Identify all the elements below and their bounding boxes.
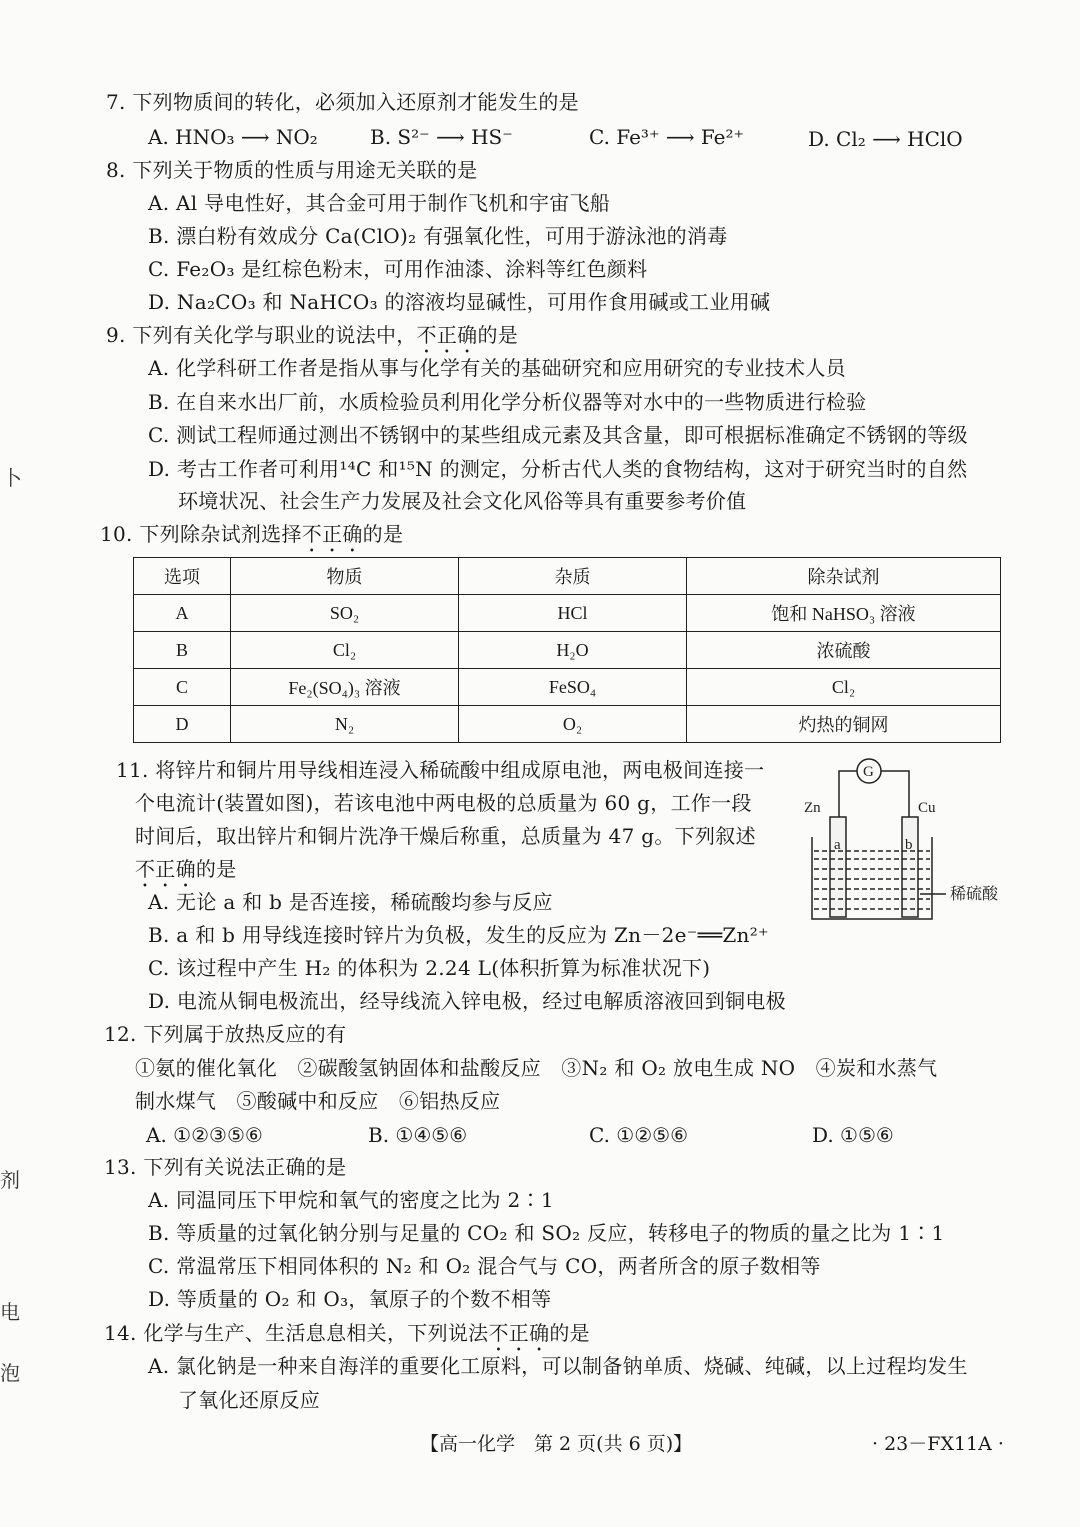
q8-option-c: C. Fe₂O₃ 是红棕色粉末，可用作油漆、涂料等红色颜料 <box>148 257 648 281</box>
q13-option-c: C. 常温常压下相同体积的 N₂ 和 O₂ 混合气与 CO，两者所含的原子数相等 <box>148 1254 821 1278</box>
solution-label: 稀硫酸 <box>950 886 999 903</box>
table-cell: 灼热的铜网 <box>687 706 1001 743</box>
q8-stem: 8. 下列关于物质的性质与用途无关联的是 <box>106 158 478 182</box>
table-cell: C <box>134 669 231 706</box>
q10-stem-text: 10. 下列除杂试剂选择 <box>100 522 302 546</box>
q13-option-d: D. 等质量的 O₂ 和 O₃，氧原子的个数不相等 <box>148 1287 552 1311</box>
q12-option-b: B. ①④⑤⑥ <box>368 1123 468 1147</box>
electrode-b-label: b <box>905 837 913 853</box>
q14-stem-end: 的是 <box>549 1321 590 1345</box>
q11-option-d: D. 电流从铜电极流出，经导线流入锌电极，经过电解质溶液回到铜电极 <box>148 989 786 1013</box>
q12-option-a: A. ①②③⑤⑥ <box>146 1123 263 1147</box>
q13-option-a: A. 同温同压下甲烷和氧气的密度之比为 2∶1 <box>148 1188 554 1212</box>
table-header: 除杂试剂 <box>687 558 1001 595</box>
q13-option-b: B. 等质量的过氧化钠分别与足量的 CO₂ 和 SO₂ 反应，转移电子的物质的量之比为 1∶1 <box>148 1221 945 1245</box>
q13-stem: 13. 下列有关说法正确的是 <box>104 1155 347 1179</box>
q7-option-b: B. S²⁻ ⟶ HS⁻ <box>370 125 513 149</box>
table-header: 物质 <box>231 558 459 595</box>
table-cell: N₂ <box>231 706 459 743</box>
table-cell: O₂ <box>459 706 687 743</box>
q8-option-a: A. Al 导电性好，其合金可用于制作飞机和宇宙飞船 <box>148 191 611 215</box>
table-cell: Fe₂(SO₄)₃ 溶液 <box>231 669 459 706</box>
exam-code: · 23－FX11A · <box>872 1433 1004 1455</box>
q11-emphasis: 不正确 <box>135 857 196 881</box>
q9-option-a: A. 化学科研工作者是指从事与化学有关的基础研究和应用研究的专业技术人员 <box>148 356 846 380</box>
table-cell: Cl₂ <box>687 669 1001 706</box>
margin-mark: 泡 <box>0 1361 20 1385</box>
q9-option-b: B. 在自来水出厂前，水质检验员利用化学分析仪器等对水中的一些物质进行检验 <box>148 390 867 414</box>
q12-items-line2: 制水煤气 ⑤酸碱中和反应 ⑥铝热反应 <box>135 1089 501 1113</box>
table-cell: HCl <box>459 595 687 632</box>
table-cell: Cl₂ <box>231 632 459 669</box>
q14-option-a-cont: 了氧化还原反应 <box>178 1388 321 1412</box>
table-cell: A <box>134 595 231 632</box>
table-header: 杂质 <box>459 558 687 595</box>
q12-option-c: C. ①②⑤⑥ <box>589 1123 689 1147</box>
q10-emphasis: 不正确 <box>301 522 363 546</box>
cu-label: Cu <box>918 800 936 816</box>
q7-option-a: A. HNO₃ ⟶ NO₂ <box>148 125 318 149</box>
q11-option-a: A. 无论 a 和 b 是否连接，稀硫酸均参与反应 <box>148 890 553 914</box>
table-row <box>134 706 1001 743</box>
q8-option-b: B. 漂白粉有效成分 Ca(ClO)₂ 有强氧化性，可用于游泳池的消毒 <box>148 224 728 248</box>
q9-emphasis: 不正确 <box>416 323 478 347</box>
q12-items-line1: ①氨的催化氧化 ②碳酸氢钠固体和盐酸反应 ③N₂ 和 O₂ 放电生成 NO ④炭和水蒸气 <box>135 1056 938 1080</box>
q11-stem-line3: 时间后，取出锌片和铜片洗净干燥后称重，总质量为 47 g。下列叙述 <box>135 824 756 848</box>
q9-option-d-cont: 环境状况、社会生产力发展及社会文化风俗等具有重要参考价值 <box>178 489 747 513</box>
margin-mark: 剂 <box>0 1168 20 1192</box>
q9-stem <box>106 321 518 358</box>
q11-stem-end: 的是 <box>195 857 237 881</box>
galvanic-cell-diagram <box>796 757 1036 927</box>
table-cell: H₂O <box>459 632 687 669</box>
page-footer: 【高一化学 第 2 页(共 6 页)】 <box>420 1433 693 1455</box>
q10-table <box>133 557 1001 743</box>
q8-option-d: D. Na₂CO₃ 和 NaHCO₃ 的溶液均显碱性，可用作食用碱或工业用碱 <box>148 290 771 314</box>
table-cell: SO₂ <box>231 595 459 632</box>
table-header-row <box>134 558 1001 595</box>
table-cell: FeSO₄ <box>459 669 687 706</box>
q9-stem-end: 的是 <box>477 323 519 347</box>
electrode-a-label: a <box>834 837 841 853</box>
q10-stem-end: 的是 <box>362 522 404 546</box>
q11-stem-line4 <box>135 855 237 892</box>
q12-stem: 12. 下列属于放热反应的有 <box>104 1022 347 1046</box>
q9-stem-text: 9. 下列有关化学与职业的说法中， <box>106 323 417 347</box>
margin-mark: 卜 <box>2 466 22 490</box>
q9-option-c: C. 测试工程师通过测出不锈钢中的某些组成元素及其含量，即可根据标准确定不锈钢的等级 <box>148 423 968 447</box>
table-row <box>134 595 1001 632</box>
q7-option-c: C. Fe³⁺ ⟶ Fe²⁺ <box>589 125 745 149</box>
galvanometer-label: G <box>863 764 874 780</box>
q14-stem-text: 14. 化学与生产、生活息息相关，下列说法 <box>104 1321 489 1345</box>
q11-stem-line1: 11. 将锌片和铜片用导线相连浸入稀硫酸中组成原电池，两电极间连接一 <box>116 758 765 782</box>
q11-option-c: C. 该过程中产生 H₂ 的体积为 2.24 L(体积折算为标准状况下) <box>148 956 711 980</box>
q14-option-a: A. 氯化钠是一种来自海洋的重要化工原料，可以制备钠单质、烧碱、纯碱，以上过程均发生 <box>148 1354 968 1378</box>
zn-label: Zn <box>804 800 821 816</box>
table-cell: B <box>134 632 231 669</box>
q14-emphasis: 不正确 <box>488 1321 550 1345</box>
table-cell: 饱和 NaHSO₃ 溶液 <box>687 595 1001 632</box>
q7-option-d: D. Cl₂ ⟶ HClO <box>808 127 963 151</box>
table-row <box>134 632 1001 669</box>
table-cell: 浓硫酸 <box>687 632 1001 669</box>
q14-stem <box>104 1319 590 1356</box>
margin-mark: 电 <box>0 1300 20 1324</box>
table-cell: D <box>134 706 231 743</box>
q11-stem-line2: 个电流计(装置如图)，若该电池中两电极的总质量为 60 g，工作一段 <box>135 791 752 815</box>
q11-option-b: B. a 和 b 用导线连接时锌片为负极，发生的反应为 Zn－2e⁻══Zn²⁺ <box>148 923 769 947</box>
q9-option-d: D. 考古工作者可利用¹⁴C 和¹⁵N 的测定，分析古代人类的食物结构，这对于研究当时的自然 <box>148 457 968 481</box>
q12-option-d: D. ①⑤⑥ <box>812 1123 894 1147</box>
q7-stem: 7. 下列物质间的转化，必须加入还原剂才能发生的是 <box>106 90 579 114</box>
table-header: 选项 <box>134 558 231 595</box>
table-row <box>134 669 1001 706</box>
q10-stem <box>100 520 403 557</box>
